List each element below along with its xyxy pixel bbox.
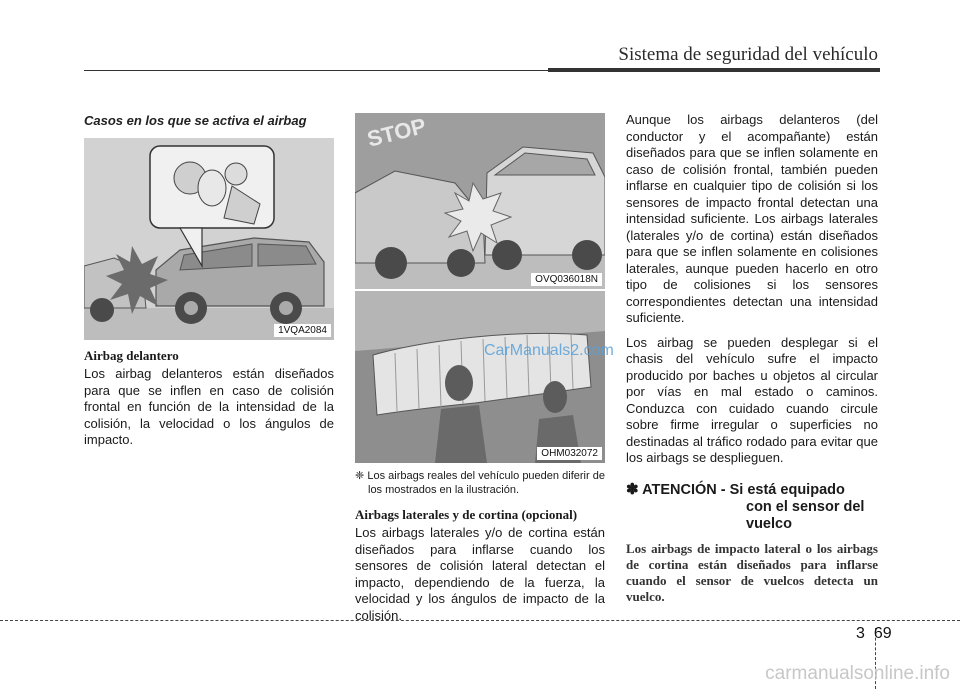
page-number [856,625,892,643]
attention-title-line1: Si está equipado [729,481,845,498]
paragraph-side-airbag: Los airbags laterales y/o de cortina están diseñados para inflarse cuando los sensores de colisión lateral detectan el impacto, dependiendo de la fuerza, la velocidad y los ángulos de impacto de la colisión. [355,525,605,623]
subheading-front-airbag: Airbag delantero [84,348,179,363]
section-heading: Casos en los que se activa el airbag [84,113,307,128]
front-collision-illustration [84,138,334,340]
paragraph-front-airbag: Los airbag delanteros están diseñados para que se inflen en caso de colisión frontal en función de la intensidad de la colisión, la velocidad o los ángulos de impacto. [84,366,334,447]
figure-side-collision [355,113,605,289]
side-collision-illustration [355,113,605,289]
curtain-airbag-illustration [355,291,605,463]
column-middle [355,113,605,624]
subheading-side-airbag: Airbags laterales y de cortina (opcional) [355,507,578,522]
page-section: 3 [856,625,865,642]
watermark: CarManuals2.com [484,342,614,359]
attention-mark-icon: ✽ [626,480,639,498]
svg-text:STOP: STOP [364,113,429,152]
page-header-title: Sistema de seguridad del vehículo [618,44,878,65]
figure-code: 1VQA2084 [274,324,331,337]
figure-code: OHM032072 [537,447,602,460]
paragraph-front-inflation: Aunque los airbags delanteros (del conductor y el acompañante) están diseñados para que se inflen solamente en caso de colisión frontal, también pueden inflarse en cualquier tipo de colisión si los sensores de impacto frontal detectan una intensidad suficiente. Los airbags laterales (laterales y/o de cortina) están diseñados para que se inflen solamente en colisiones laterales, aunque pueden hacerlo en otro tipo de colisiones si los sensores correspondientes detectan una intensidad suficiente. [626,112,878,325]
figure-curtain-airbag [355,291,605,463]
footer-rule [0,620,960,621]
figure-code: OVQ036018N [531,273,602,286]
page-index: 69 [873,625,892,642]
figure-front-collision [84,138,334,340]
figure-caption: ❈ Los airbags reales del vehículo pueden diferir de los mostrados en la ilustración. [355,470,605,496]
column-right [626,112,878,605]
column-left [84,108,334,449]
attention-body: Los airbags de impacto lateral o los airbags de cortina están diseñados para inflarse cuando el sensor de vuelcos detecta un vuelco. [626,540,878,604]
attention-title-line2: con el sensor del [746,498,865,515]
attention-heading [626,481,878,533]
header-rule-accent [548,68,880,72]
attention-label: ATENCIÓN - [642,481,726,498]
site-watermark: carmanualsonline.info [765,663,950,684]
attention-title-line3: vuelco [746,515,792,532]
paragraph-chassis-impact: Los airbag se pueden desplegar si el chasis del vehículo sufre el impacto producido por baches u objetos al circular por vías en mal estado o caminos. Conduzca con cuidado cuando circule sobre firme irregular o superficies no destinadas al tráfico rodado para evitar que los airbags se desplieguen. [626,334,878,465]
